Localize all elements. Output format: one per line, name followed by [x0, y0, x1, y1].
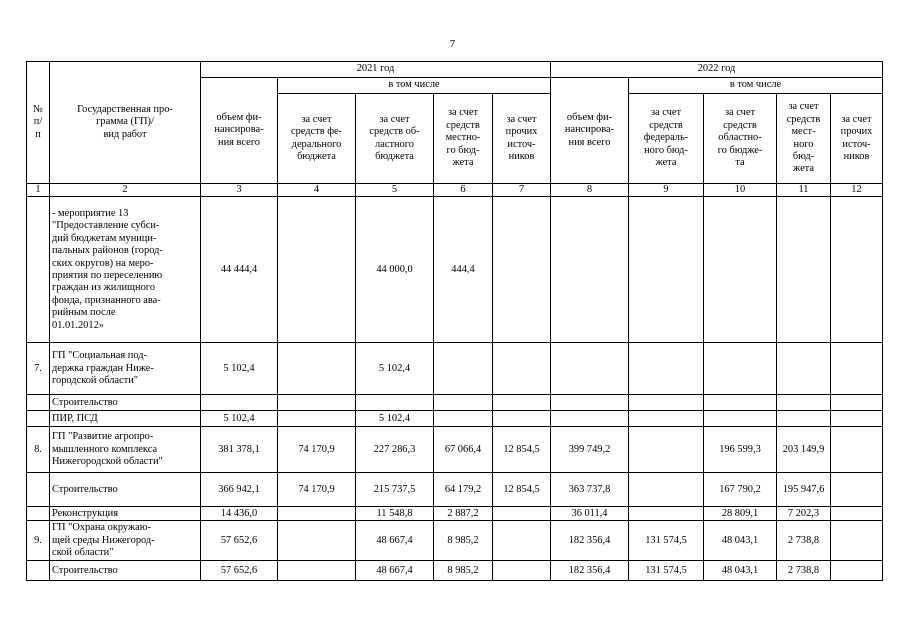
value-cell: 7 202,3	[777, 507, 831, 521]
row-number	[27, 507, 50, 521]
header-program: Государственная про- грамма (ГП)/ вид работ	[50, 62, 201, 184]
value-cell	[629, 395, 704, 411]
value-cell	[278, 411, 356, 427]
value-cell	[777, 197, 831, 343]
value-cell	[704, 197, 777, 343]
value-cell	[831, 521, 883, 561]
value-cell	[704, 411, 777, 427]
table-row	[27, 197, 883, 343]
row-number: 7.	[27, 343, 50, 395]
value-cell	[493, 343, 551, 395]
value-cell	[551, 411, 629, 427]
row-name: Строительство	[50, 561, 201, 581]
header-2022-total: объем фи- нансирова- ния всего	[551, 78, 629, 184]
row-number: 8.	[27, 427, 50, 473]
value-cell: 74 170,9	[278, 473, 356, 507]
value-cell: 227 286,3	[356, 427, 434, 473]
row-name: ГП "Охрана окружаю- щей среды Нижегород- ской области"	[50, 521, 201, 561]
value-cell: 182 356,4	[551, 521, 629, 561]
value-cell: 48 667,4	[356, 561, 434, 581]
header-2021-local: за счет средств местно- го бюд- жета	[434, 94, 493, 184]
value-cell: 399 749,2	[551, 427, 629, 473]
col-number: 9	[629, 184, 704, 197]
value-cell	[278, 507, 356, 521]
value-cell	[493, 197, 551, 343]
value-cell: 444,4	[434, 197, 493, 343]
value-cell: 11 548,8	[356, 507, 434, 521]
value-cell	[493, 521, 551, 561]
value-cell: 28 809,1	[704, 507, 777, 521]
value-cell	[551, 343, 629, 395]
value-cell	[629, 427, 704, 473]
value-cell: 36 011,4	[551, 507, 629, 521]
value-cell	[493, 395, 551, 411]
col-number: 1	[27, 184, 50, 197]
value-cell	[831, 197, 883, 343]
value-cell: 5 102,4	[356, 411, 434, 427]
value-cell	[629, 343, 704, 395]
value-cell: 215 737,5	[356, 473, 434, 507]
value-cell	[434, 411, 493, 427]
value-cell	[777, 411, 831, 427]
row-name: - мероприятие 13 "Предоставление субси- дий бюджетам муници- пальных районов (город- ских округов) на меро- приятия по переселению граждан из жилищного фонда, признанного ава- рийным после 01.01.2012»	[50, 197, 201, 343]
value-cell: 48 043,1	[704, 521, 777, 561]
table-row	[27, 561, 883, 581]
header-year-2022: 2022 год	[551, 62, 883, 78]
value-cell	[551, 395, 629, 411]
header-2022-local: за счет средств мест- ного бюд- жета	[777, 94, 831, 184]
header-2022-regional: за счет средств областно- го бюдже- та	[704, 94, 777, 184]
row-number	[27, 197, 50, 343]
value-cell	[831, 395, 883, 411]
funding-table	[26, 61, 883, 581]
value-cell: 44 444,4	[201, 197, 278, 343]
value-cell	[551, 197, 629, 343]
row-number	[27, 411, 50, 427]
value-cell	[278, 343, 356, 395]
header-num: № п/ п	[27, 62, 50, 184]
row-number	[27, 561, 50, 581]
table-row	[27, 507, 883, 521]
value-cell	[278, 197, 356, 343]
header-year-2021: 2021 год	[201, 62, 551, 78]
header-2022-other: за счет прочих источ- ников	[831, 94, 883, 184]
value-cell: 64 179,2	[434, 473, 493, 507]
row-number	[27, 395, 50, 411]
col-number: 2	[50, 184, 201, 197]
value-cell	[493, 411, 551, 427]
value-cell	[831, 561, 883, 581]
header-2021-incl: в том числе	[278, 78, 551, 94]
column-number-row	[27, 184, 883, 197]
col-number: 3	[201, 184, 278, 197]
header-2021-other: за счет прочих источ- ников	[493, 94, 551, 184]
value-cell: 196 599,3	[704, 427, 777, 473]
value-cell	[831, 343, 883, 395]
header-2022-incl: в том числе	[629, 78, 883, 94]
col-number: 6	[434, 184, 493, 197]
table-row	[27, 343, 883, 395]
col-number: 7	[493, 184, 551, 197]
value-cell: 44 000,0	[356, 197, 434, 343]
value-cell: 366 942,1	[201, 473, 278, 507]
value-cell: 67 066,4	[434, 427, 493, 473]
table-row	[27, 473, 883, 507]
row-name: ПИР, ПСД	[50, 411, 201, 427]
value-cell: 167 790,2	[704, 473, 777, 507]
value-cell	[704, 343, 777, 395]
value-cell: 182 356,4	[551, 561, 629, 581]
value-cell: 203 149,9	[777, 427, 831, 473]
value-cell: 8 985,2	[434, 521, 493, 561]
row-number	[27, 473, 50, 507]
value-cell	[356, 395, 434, 411]
row-name: Строительство	[50, 395, 201, 411]
col-number: 12	[831, 184, 883, 197]
value-cell	[493, 561, 551, 581]
table-row	[27, 411, 883, 427]
value-cell: 5 102,4	[356, 343, 434, 395]
value-cell	[493, 507, 551, 521]
col-number: 10	[704, 184, 777, 197]
value-cell	[629, 507, 704, 521]
header-2022-federal: за счет средств федераль- ного бюд- жета	[629, 94, 704, 184]
value-cell	[278, 561, 356, 581]
value-cell	[831, 507, 883, 521]
value-cell: 131 574,5	[629, 561, 704, 581]
header-2021-regional: за счет средств об- ластного бюджета	[356, 94, 434, 184]
value-cell	[777, 395, 831, 411]
value-cell	[629, 473, 704, 507]
col-number: 8	[551, 184, 629, 197]
value-cell: 5 102,4	[201, 343, 278, 395]
page-number: 7	[449, 38, 456, 50]
value-cell	[704, 395, 777, 411]
value-cell	[278, 395, 356, 411]
value-cell: 57 652,6	[201, 561, 278, 581]
value-cell	[201, 395, 278, 411]
value-cell: 12 854,5	[493, 427, 551, 473]
value-cell: 48 043,1	[704, 561, 777, 581]
value-cell: 8 985,2	[434, 561, 493, 581]
value-cell: 48 667,4	[356, 521, 434, 561]
table-body	[27, 197, 883, 581]
value-cell	[831, 473, 883, 507]
value-cell: 131 574,5	[629, 521, 704, 561]
value-cell	[777, 343, 831, 395]
row-name: Строительство	[50, 473, 201, 507]
value-cell	[434, 343, 493, 395]
table-row	[27, 521, 883, 561]
value-cell: 57 652,6	[201, 521, 278, 561]
value-cell: 363 737,8	[551, 473, 629, 507]
value-cell	[831, 411, 883, 427]
value-cell	[278, 521, 356, 561]
value-cell: 195 947,6	[777, 473, 831, 507]
header-2021-total: объем фи- нансирова- ния всего	[201, 78, 278, 184]
value-cell: 74 170,9	[278, 427, 356, 473]
table-row	[27, 395, 883, 411]
row-number: 9.	[27, 521, 50, 561]
value-cell: 5 102,4	[201, 411, 278, 427]
value-cell	[629, 197, 704, 343]
col-number: 4	[278, 184, 356, 197]
header-2021-federal: за счет средств фе- дерального бюджета	[278, 94, 356, 184]
value-cell	[434, 395, 493, 411]
value-cell: 14 436,0	[201, 507, 278, 521]
value-cell: 2 738,8	[777, 561, 831, 581]
value-cell: 381 378,1	[201, 427, 278, 473]
value-cell: 2 738,8	[777, 521, 831, 561]
row-name: ГП "Социальная под- держка граждан Ниже- городской области"	[50, 343, 201, 395]
value-cell: 12 854,5	[493, 473, 551, 507]
col-number: 11	[777, 184, 831, 197]
value-cell	[831, 427, 883, 473]
value-cell: 2 887,2	[434, 507, 493, 521]
value-cell	[629, 411, 704, 427]
table-row	[27, 427, 883, 473]
col-number: 5	[356, 184, 434, 197]
row-name: ГП "Развитие агропро- мышленного комплекса Нижегородской области"	[50, 427, 201, 473]
row-name: Реконструкция	[50, 507, 201, 521]
